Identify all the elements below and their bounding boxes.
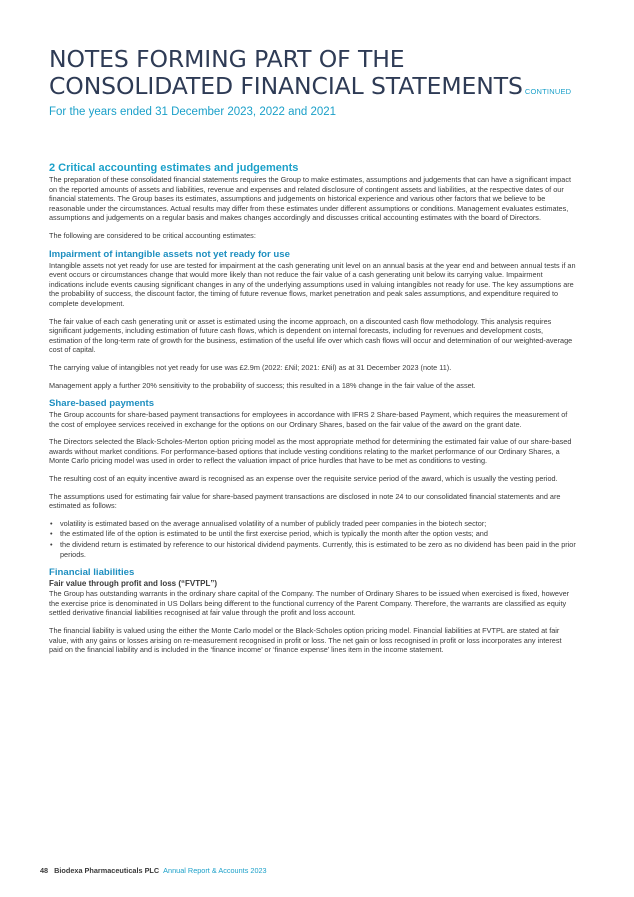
impairment-heading: Impairment of intangible assets not yet ready for use [49, 248, 290, 260]
impairment-paragraph-3: The carrying value of intangibles not yet ready for use was £2.9m (2022: £Nil; 2021: £Nil) as at 31 December 2023 (note 11). [49, 362, 452, 372]
assumptions-bullet-list [49, 519, 576, 559]
share-based-heading: Share-based payments [49, 398, 155, 410]
bullet-item [49, 519, 576, 529]
page-title-line-1: NOTES FORMING PART OF THE [49, 45, 405, 73]
continued-label: CONTINUED [524, 87, 572, 96]
bullet-item [49, 540, 576, 559]
bullet-text: the estimated life of the option is estimated to be until the first exercise period, which is typically the month after the option vests; and [60, 529, 488, 539]
bullet-icon: • [50, 518, 53, 528]
section-intro-paragraph: The preparation of these consolidated financial statements requires the Group to make estimates, assumptions and judgements that can have a significant impact on the reported amounts of assets and liabilities, revenue and expenses and related disclosure of contingent assets and liabilities, at the respective dates of our financial statements. The Group bases its estimates, assumptions and judgements on historical experience and various other factors that we believe to be reasonable under the circumstances. Actual results may differ from these estimates under different assumptions or conditions. Management evaluates estimates, assumptions and judgements on a regular basis and makes changes accordingly and discusses critical accounting estimates with the board of Directors. [49, 175, 572, 223]
footer-report-title: Annual Report & Accounts 2023 [163, 866, 267, 875]
bullet-text: volatility is estimated based on the average annualised volatility of a number of publicly traded peer companies in the biotech sector; [60, 518, 487, 528]
bullet-item [49, 529, 576, 539]
share-based-paragraph-1: The Group accounts for share-based payment transactions for employees in accordance with IFRS 2 Share-based Payment, which requires the measurement of the cost of employee services received in exchange for the options on our Ordinary Shares, based on the fair value of the award on the grant date. [49, 410, 568, 429]
main-content [49, 162, 576, 663]
bullet-icon: • [50, 529, 53, 539]
page-subtitle: For the years ended 31 December 2023, 2022 and 2021 [49, 106, 337, 118]
impairment-paragraph-1: Intangible assets not yet ready for use are tested for impairment at the cash generating unit level on an annual basis at the year end and between annual tests if an event occurs or circumstances change that would more likely than not reduce the fair value of a cash generating unit below its carrying value. Impairment indications include events causing significant changes in any of the underlying assumptions used in valuing intangibles not ready for use. The key assumptions are the probability of success, the discount factor, the timing of future revenue flows, market penetration and peak sales assumptions, and expenditure required to complete development. [49, 260, 576, 308]
page-title-line-2-text: CONSOLIDATED FINANCIAL STATEMENTS [49, 72, 523, 100]
section-heading: 2 Critical accounting estimates and judgements [49, 162, 299, 174]
share-based-paragraph-3: The resulting cost of an equity incentive award is recognised as an expense over the requisite service period of the award, which is usually the vesting period. [49, 474, 558, 484]
financial-liabilities-heading: Financial liabilities [49, 567, 135, 579]
page-footer [40, 866, 267, 875]
share-based-paragraph-4: The assumptions used for estimating fair value for share-based payment transactions are disclosed in note 24 to our consolidated financial statements and are estimated as follows: [49, 491, 561, 511]
impairment-paragraph-2: The fair value of each cash generating unit or asset is estimated using the income approach, on a discounted cash flow methodology. This analysis requires significant judgements, including estimation of future cash flows, which is dependent on internal forecasts, including for revenues and development costs, estimation of the long-term rate of growth for the business, estimation of the useful life over which cash flows will occur and determination of our weighted-average cost of capital. [49, 316, 573, 355]
bullet-icon: • [50, 540, 53, 550]
footer-company: Biodexa Pharmaceuticals PLC [54, 866, 160, 875]
financial-liabilities-paragraph-1: The Group has outstanding warrants in the ordinary share capital of the Company. The number of Ordinary Shares to be issued when exercised is fixed, however the exercise price is denominated in US Dollars being different to the functional currency of the Parent Company. Therefore, the warrants are classified as equity settled derivative financial liabilities recognised at fair value through the profit and loss account. [49, 589, 570, 618]
fvtpl-heading: Fair value through profit and loss (“FVTPL”) [49, 579, 218, 589]
impairment-paragraph-4: Management apply a further 20% sensitivity to the probability of success; this resulted in a 18% change in the fair value of the asset. [49, 380, 476, 390]
page-number: 48 [40, 866, 49, 875]
share-based-paragraph-2: The Directors selected the Black-Scholes-Merton option pricing model as the most appropriate method for determining the estimated fair value of our share-based awards without market conditions. For performance-based options that include vesting conditions relating to the market performance of our Ordinary Shares, a Monte Carlo pricing model was used in order to reflect the valuation impact of price hurdles that have to be met as conditions to vesting. [49, 437, 572, 466]
section-following-paragraph: The following are considered to be critical accounting estimates: [49, 230, 256, 240]
page-header [49, 46, 609, 118]
bullet-text: the dividend return is estimated by reference to our historical dividend payments. Currently, this is estimated to be zero as no dividend has been paid in the prior periods. [60, 540, 576, 559]
page-title-line-2 [49, 73, 609, 105]
financial-liabilities-paragraph-2: The financial liability is valued using the either the Monte Carlo model or the Black-Scholes option pricing model. Financial liabilities at FVTPL are stated at fair value, with any gains or losses arising on re-measurement recognised in profit or loss. The net gain or loss recognised in profit or loss incorporates any interest paid on the financial liability and is included in the ‘finance income’ or ‘finance expense’ lines item in the income statement. [49, 626, 562, 655]
